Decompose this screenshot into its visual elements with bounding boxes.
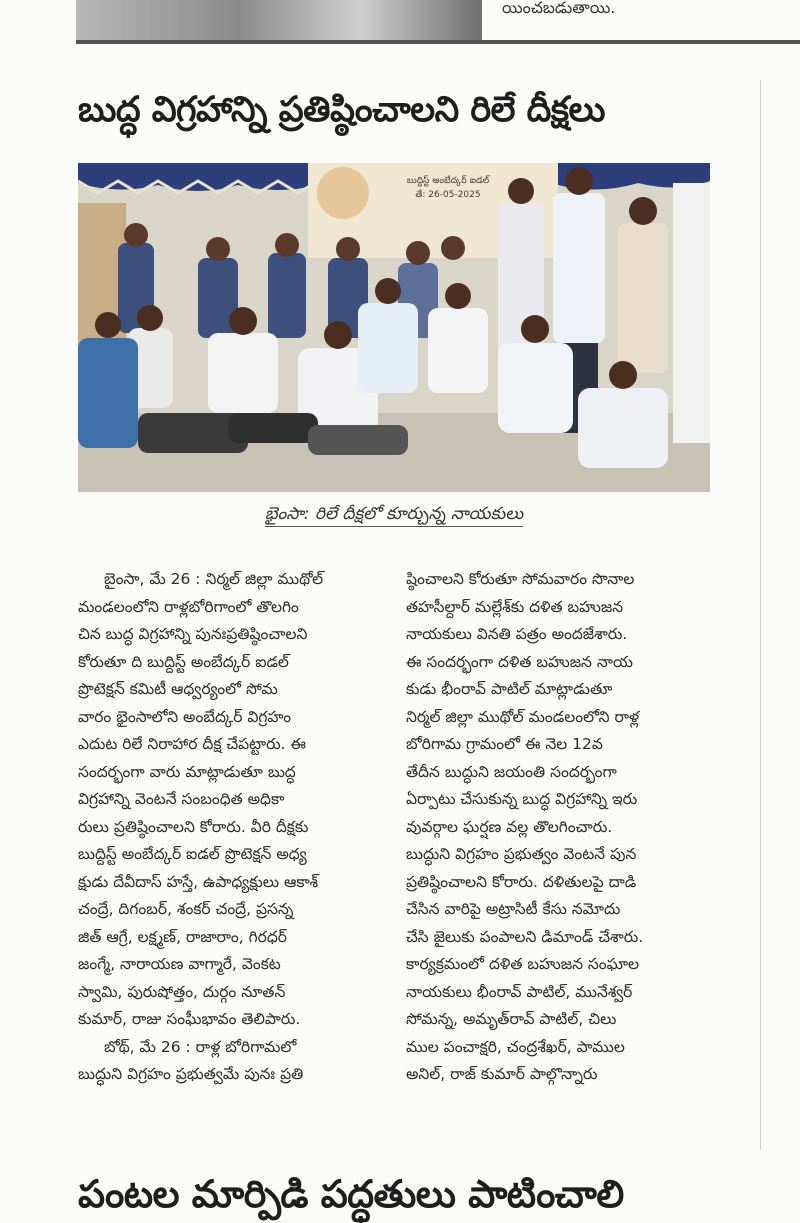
- body-line: క్షుడు దేవీదాస్ హస్తే, ఉపాధ్యక్షులు ఆకాశ్: [78, 872, 319, 891]
- body-line: ఈ సందర్భంగా దళిత బహుజన నాయ: [406, 652, 633, 671]
- photo-caption-text: భైంసా: రిలే దీక్షలో కూర్చున్న నాయకులు: [265, 504, 523, 527]
- article-column-right: [406, 566, 716, 1089]
- body-line: ప్రతిష్ఠించాలని కోరారు. దళితులపై దాడి: [406, 872, 637, 891]
- previous-article-photo: [76, 0, 482, 40]
- body-line: జంగ్మే, నారాయణ వాగ్మారే, వెంకట: [78, 955, 281, 973]
- body-line: బుద్ధుని విగ్రహం ప్రభుత్వమే పునః ప్రతి: [78, 1065, 304, 1083]
- body-line: ప్రొటెక్షన్ కమిటీ ఆధ్వర్యంలో సోమ: [78, 680, 278, 698]
- body-line: నాయకులు భీంరావ్ పాటిల్, మునేశ్వర్: [406, 982, 633, 1001]
- body-line: నిర్మల్ జిల్లా ముథోల్ మండలంలోని రాళ్ల: [406, 707, 640, 726]
- body-line: ముల పంచాక్షరి, చంద్రశేఖర్, పాముల: [406, 1037, 625, 1056]
- banner-text-1: బుద్దిస్ట్ అంబేద్కర్ ఐడల్: [406, 176, 490, 186]
- body-line: ఏర్పాటు చేసుకున్న బుద్ధ విగ్రహాన్ని ఇరు: [406, 790, 638, 808]
- body-line: చేసిన వారిపై అట్రాసిటీ కేసు నమోదు: [406, 900, 621, 918]
- article-photo: [78, 163, 710, 492]
- body-line: బోరిగామ గ్రామంలో ఈ నెల 12వ: [406, 735, 603, 753]
- body-line: అనిల్, రాజ్ కుమార్ పాల్గొన్నారు: [406, 1065, 598, 1083]
- body-line: బోథ్, మే 26 : రాళ్ల బోరిగామలో: [104, 1037, 297, 1056]
- body-line: మండలంలోని రాళ్లబోరిగాంలో తొలగిం: [78, 597, 299, 616]
- column-rule: [760, 80, 761, 1150]
- article-column-left: [78, 566, 388, 1089]
- previous-article-text: యించబడుతాయి.: [502, 0, 616, 17]
- body-line: జిత్ ఆగ్రే, లక్ష్మణ్, రాజారాం, గిరధర్: [78, 927, 287, 946]
- body-line: తేదీన బుద్ధుని జయంతి సందర్భంగా: [406, 762, 617, 781]
- article-headline: బుద్ధ విగ్రహాన్ని ప్రతిష్ఠించాలని రిలే దీక్షలు: [78, 90, 605, 130]
- body-line: కుడు భీంరావ్ పాటిల్ మాట్లాడుతూ: [406, 680, 613, 698]
- body-line: వారం భైంసాలోని అంబేద్కర్ విగ్రహం: [78, 707, 292, 726]
- body-line: బుద్ధుని విగ్రహం ప్రభుత్వం వెంటనే పున: [406, 845, 637, 863]
- body-line: స్వామి, పురుషోత్తం, దుర్గం నూతన్: [78, 982, 286, 1001]
- previous-article-strip: [76, 0, 800, 44]
- body-line: బుద్దిస్ట్ అంబేద్కర్ ఐడల్ ప్రొటెక్షన్ అధ్య: [78, 845, 307, 863]
- body-line: రులు ప్రతిష్ఠించాలని కోరారు. వీరి దీక్షకు: [78, 817, 309, 836]
- photo-caption: [78, 504, 710, 528]
- body-line: తహసీల్దార్ మల్లేశ్‌కు దళిత బహుజన: [406, 597, 624, 616]
- body-line: సందర్భంగా వారు మాట్లాడుతూ బుద్ధ: [78, 762, 296, 781]
- body-line: నాయకులు వినతి పత్రం అందజేశారు.: [406, 625, 628, 643]
- next-article-headline: పంటల మార్పిడి పద్ధతులు పాటించాలి: [78, 1172, 624, 1216]
- body-line: కుమార్, రాజు సంఘీభావం తెలిపారు.: [78, 1010, 301, 1028]
- body-line: వువర్గాల ఘర్షణ వల్ల తొలగించారు.: [406, 817, 613, 836]
- banner-text-2: తే: 26-05-2025: [415, 190, 481, 200]
- body-line: చిన బుద్ధ విగ్రహాన్ని పునఃప్రతిష్ఠించాలని: [78, 625, 308, 643]
- body-line: విగ్రహాన్ని వెంటనే సంబంధిత అధికా: [78, 790, 285, 808]
- body-line: సోమన్న, అమృత్‌రావ్ పాటిల్, చిలు: [406, 1010, 617, 1028]
- body-line: కోరుతూ ది బుద్దిస్ట్ అంబేద్కర్ ఐడల్: [78, 652, 289, 671]
- body-line: కార్యక్రమంలో దళిత బహుజన సంఘాల: [406, 955, 639, 973]
- body-line: చేసి జైలుకు పంపాలని డిమాండ్ చేశారు.: [406, 927, 644, 946]
- body-line: బైంసా, మే 26 : నిర్మల్ జిల్లా ముథోల్: [104, 570, 324, 588]
- body-line: ఎదుట రిలే నిరాహార దీక్ష చేపట్టారు. ఈ: [78, 735, 306, 753]
- section-divider: [76, 40, 800, 44]
- body-line: ష్ఠించాలని కోరుతూ సోమవారం సొనాల: [406, 570, 635, 588]
- body-line: చంద్రే, దిగంబర్, శంకర్ చంద్రే, ప్రసన్న: [78, 900, 294, 918]
